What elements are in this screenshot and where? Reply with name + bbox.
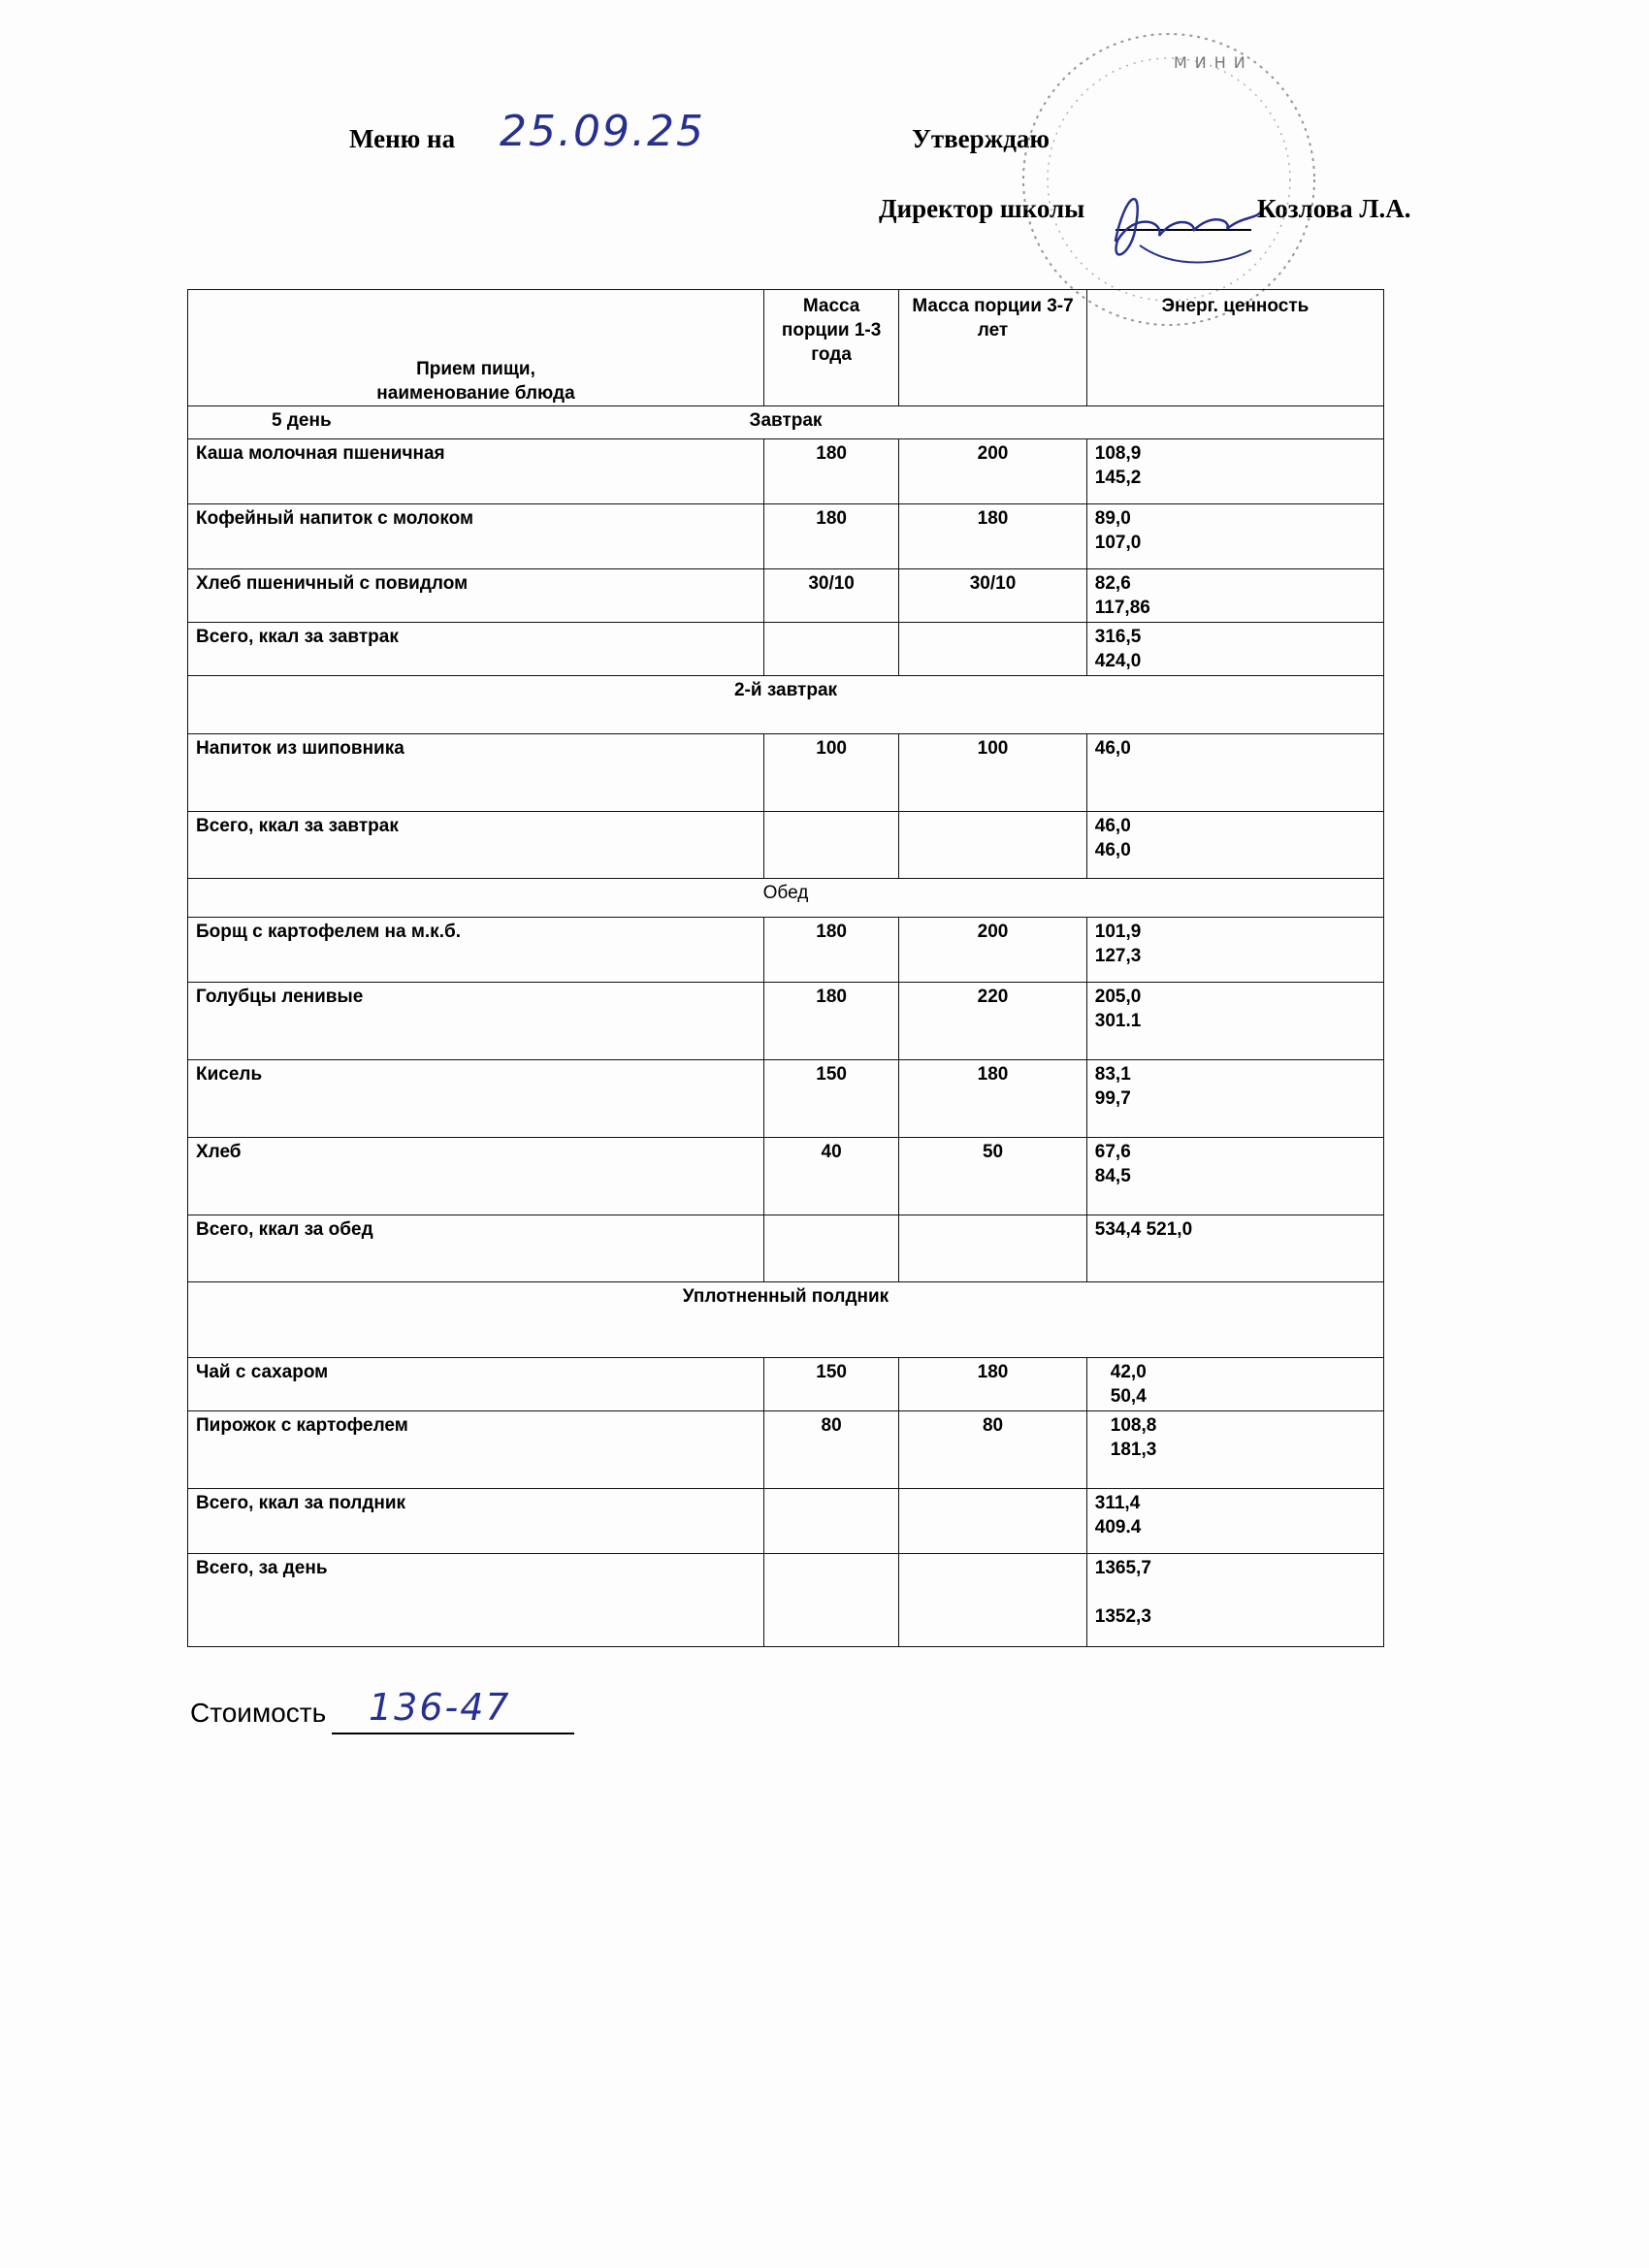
dish-name: Чай с сахаром <box>188 1358 764 1411</box>
cost-line <box>332 1733 574 1734</box>
table-row <box>188 1554 1384 1647</box>
energy-3-7: 301.1 <box>1094 1011 1142 1031</box>
mass-1-3: 180 <box>763 439 898 504</box>
mass-3-7: 80 <box>899 1411 1087 1489</box>
dish-name: Пирожок с картофелем <box>188 1411 764 1489</box>
mass-1-3: 100 <box>763 734 898 812</box>
energy-1-3: 82,6 <box>1094 573 1131 594</box>
section-lunch <box>188 879 1384 918</box>
mass-1-3: 40 <box>763 1138 898 1215</box>
energy-3-7: 107,0 <box>1094 533 1142 553</box>
table-row <box>188 734 1384 812</box>
menu-table <box>187 289 1384 1647</box>
dish-name: Напиток из шиповника <box>188 734 764 812</box>
energy-1-3: 89,0 <box>1094 508 1131 529</box>
section-second-breakfast <box>188 676 1384 734</box>
mass-1-3: 180 <box>763 983 898 1060</box>
table-row <box>188 569 1384 623</box>
energy-1-3: 316,5 <box>1094 627 1142 647</box>
table-row <box>188 1411 1384 1489</box>
mass-1-3 <box>763 623 898 676</box>
mass-3-7 <box>899 1554 1087 1647</box>
mass-3-7: 50 <box>899 1138 1087 1215</box>
header-mass-1-3: Масса порции 1-3 года <box>763 290 898 406</box>
energy-3-7: 99,7 <box>1094 1088 1131 1109</box>
mass-3-7: 180 <box>899 1358 1087 1411</box>
mass-1-3: 150 <box>763 1060 898 1138</box>
energy-3-7: 84,5 <box>1094 1166 1131 1186</box>
energy-1-3: 108,9 <box>1094 443 1142 464</box>
energy-3-7: 127,3 <box>1094 946 1142 966</box>
section-title: 2-й завтрак <box>188 676 1384 734</box>
section-title: Завтрак <box>749 410 823 431</box>
day-label: 5 день <box>272 410 332 431</box>
dish-name: Кисель <box>188 1060 764 1138</box>
dish-name: Хлеб пшеничный с повидлом <box>188 569 764 623</box>
mass-1-3: 80 <box>763 1411 898 1489</box>
table-row <box>188 623 1384 676</box>
mass-3-7: 100 <box>899 734 1087 812</box>
dish-name: Всего, ккал за завтрак <box>188 623 764 676</box>
section-title: Обед <box>188 879 1384 918</box>
table-row <box>188 1358 1384 1411</box>
menu-date: 25.09.25 <box>500 107 705 156</box>
mass-3-7 <box>899 812 1087 879</box>
table-header-row <box>188 290 1384 406</box>
table-row <box>188 1138 1384 1215</box>
energy-1-3: 205,0 <box>1094 987 1142 1007</box>
dish-name: Всего, за день <box>188 1554 764 1647</box>
energy-3-7: 409.4 <box>1094 1517 1142 1538</box>
header-energy: Энерг. ценность <box>1086 290 1383 406</box>
section-breakfast <box>188 406 1384 439</box>
mass-3-7: 30/10 <box>899 569 1087 623</box>
dish-name: Голубцы ленивые <box>188 983 764 1060</box>
dish-name: Всего, ккал за полдник <box>188 1489 764 1554</box>
section-snack <box>188 1282 1384 1358</box>
energy-3-7: 1352,3 <box>1094 1606 1151 1627</box>
mass-3-7: 180 <box>899 1060 1087 1138</box>
table-row <box>188 439 1384 504</box>
energy-1-3: 101,9 <box>1094 922 1142 942</box>
energy-1-3: 83,1 <box>1094 1064 1131 1085</box>
mass-3-7 <box>899 1215 1087 1282</box>
energy-1-3: 46,0 <box>1094 816 1131 836</box>
energy-3-7: 50,4 <box>1110 1386 1147 1407</box>
energy-3-7: 145,2 <box>1094 468 1142 488</box>
section-title: Уплотненный полдник <box>188 1282 1384 1358</box>
table-row <box>188 1489 1384 1554</box>
mass-1-3 <box>763 1489 898 1554</box>
mass-3-7 <box>899 623 1087 676</box>
director-name: Козлова Л.А. <box>1257 194 1411 223</box>
mass-1-3 <box>763 1215 898 1282</box>
mass-1-3 <box>763 1554 898 1647</box>
table-row <box>188 1215 1384 1282</box>
mass-1-3: 180 <box>763 918 898 983</box>
cost-value: 136-47 <box>369 1686 511 1729</box>
mass-3-7: 200 <box>899 439 1087 504</box>
energy-1-3: 67,6 <box>1094 1142 1131 1162</box>
energy-1-3: 534,4 521,0 <box>1094 1219 1193 1240</box>
mass-1-3 <box>763 812 898 879</box>
approve-label: Утверждаю <box>912 124 1051 153</box>
mass-3-7: 180 <box>899 504 1087 569</box>
energy-1-3: 1365,7 <box>1094 1558 1151 1578</box>
mass-3-7 <box>899 1489 1087 1554</box>
mass-3-7: 220 <box>899 983 1087 1060</box>
dish-name: Всего, ккал за завтрак <box>188 812 764 879</box>
mass-1-3: 180 <box>763 504 898 569</box>
energy-1-3: 108,8 <box>1110 1415 1157 1436</box>
mass-1-3: 30/10 <box>763 569 898 623</box>
table-row <box>188 504 1384 569</box>
dish-name: Всего, ккал за обед <box>188 1215 764 1282</box>
svg-text:МИНИ: МИНИ <box>1174 53 1253 72</box>
table-row <box>188 1060 1384 1138</box>
dish-name: Кофейный напиток с молоком <box>188 504 764 569</box>
cost-label: Стоимость <box>190 1698 327 1728</box>
mass-3-7: 200 <box>899 918 1087 983</box>
header-mass-3-7: Масса порции 3-7 лет <box>899 290 1087 406</box>
energy-3-7: 117,86 <box>1094 598 1150 618</box>
mass-1-3: 150 <box>763 1358 898 1411</box>
energy-3-7: 424,0 <box>1094 651 1142 671</box>
header-meal: Прием пищи, наименование блюда <box>188 290 764 406</box>
energy-1-3: 311,4 <box>1094 1493 1141 1513</box>
table-row <box>188 918 1384 983</box>
table-row <box>188 983 1384 1060</box>
dish-name: Каша молочная пшеничная <box>188 439 764 504</box>
dish-name: Борщ с картофелем на м.к.б. <box>188 918 764 983</box>
energy-1-3: 46,0 <box>1094 738 1131 759</box>
table-row <box>188 812 1384 879</box>
energy-1-3: 42,0 <box>1110 1362 1147 1382</box>
energy-3-7: 181,3 <box>1110 1440 1157 1460</box>
menu-label: Меню на <box>349 124 456 153</box>
energy-3-7: 46,0 <box>1094 840 1131 860</box>
dish-name: Хлеб <box>188 1138 764 1215</box>
director-label: Директор школы <box>879 194 1085 223</box>
